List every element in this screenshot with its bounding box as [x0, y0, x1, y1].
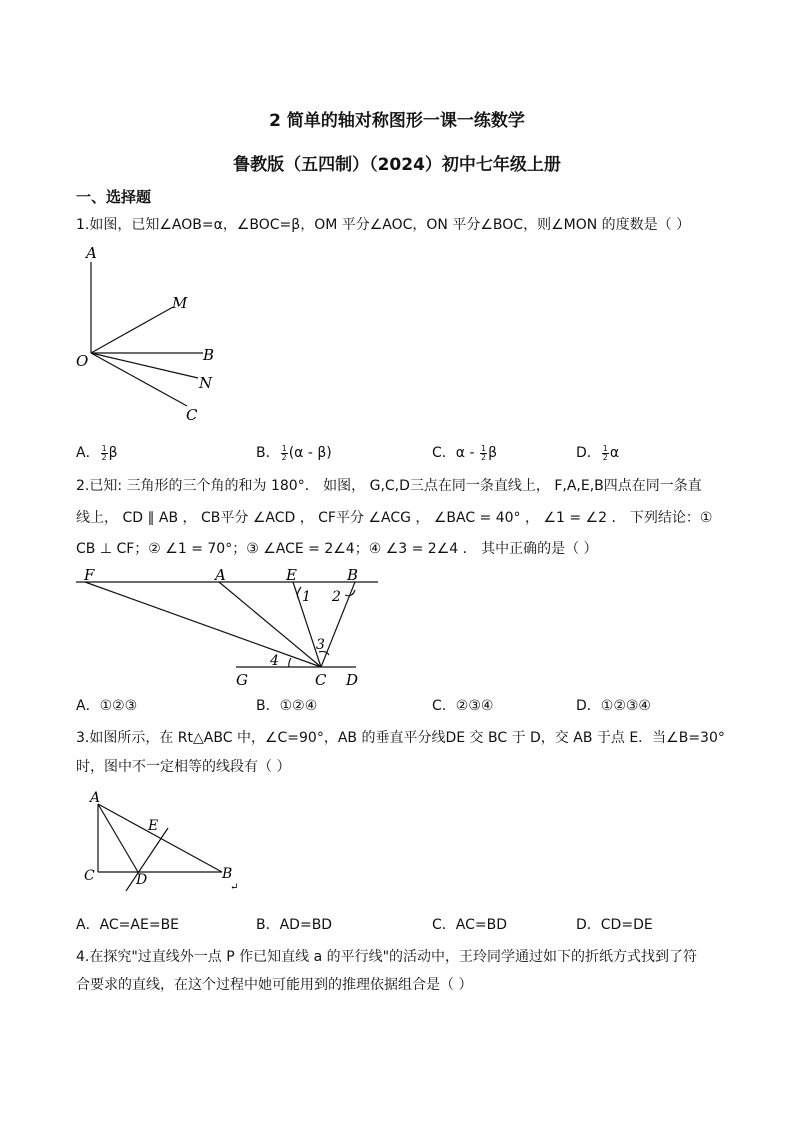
segment-ab — [98, 804, 222, 872]
label-g: G — [236, 671, 248, 689]
q3-option-b: B．AD=BD — [256, 917, 333, 933]
question-4-line-1: 4.在探究"过直线外一点 P 作已知直线 a 的平行线"的活动中，王玲同学通过如下的折纸方式找到了符 — [76, 949, 698, 965]
angle-4-arc — [289, 658, 291, 667]
ray-on — [91, 353, 198, 378]
paragraph-mark: ↵ — [230, 882, 239, 893]
label-angle-2: 2 — [332, 589, 341, 605]
section-heading: 一、选择题 — [76, 188, 152, 206]
q1-option-b: B． $\frac{1}{2}$ (α - β) — [256, 443, 332, 462]
question-2-line-3: CB ⊥ CF；② ∠1 = 70°；③ ∠ACE = 2∠4；④ ∠3 = 2∠4 ． 其中正确的是（ ） — [76, 541, 598, 557]
label-e: E — [148, 818, 159, 834]
segment-fc — [85, 582, 321, 667]
q1-option-d: D． $\frac{1}{2}$ α — [576, 443, 620, 462]
label-d: D — [346, 671, 359, 689]
label-a: A — [215, 566, 226, 584]
question-2-line-2: 线上， CD ∥ AB ， CB平分 ∠ACD ， CF平分 ∠ACG ， ∠BAC = 40° ， ∠1 = ∠2 ． 下列结论：① — [76, 510, 713, 526]
label-n: N — [199, 374, 213, 392]
question-4-line-2: 合要求的直线，在这个过程中她可能用到的推理依据组合是（ ） — [76, 977, 473, 993]
label-b: B — [222, 866, 233, 882]
question-2-figure — [70, 560, 390, 692]
segment-ad — [98, 804, 138, 872]
question-3-line-2: 时，图中不一定相等的线段有（ ） — [76, 759, 291, 775]
label-angle-4: 4 — [270, 653, 279, 669]
q1-option-c: C．α - $\frac{1}{2}$ β — [432, 443, 497, 462]
document-subtitle: 鲁教版（五四制）（2024）初中七年级上册 — [233, 155, 561, 175]
label-b: B — [347, 566, 359, 584]
label-a: A — [86, 244, 97, 262]
question-2-line-1: 2.已知: 三角形的三个角的和为 180°． 如图， G,C,D三点在同一条直线上， F,A,E,B四点在同一条直 — [76, 478, 702, 494]
label-c: C — [84, 868, 95, 884]
question-3-line-1: 3.如图所示，在 Rt△ABC 中，∠C=90°，AB 的垂直平分线DE 交 BC 于 D，交 AB 于点 E．当∠B=30° — [76, 730, 725, 746]
label-angle-1: 1 — [302, 589, 311, 605]
ray-om — [91, 307, 173, 353]
label-e: E — [286, 566, 297, 584]
angle-1-arc — [297, 587, 301, 598]
label-a: A — [90, 790, 101, 806]
label-m: M — [172, 294, 188, 312]
label-b: B — [203, 346, 215, 364]
q3-option-d: D．CD=DE — [576, 917, 653, 933]
label-angle-3: 3 — [316, 637, 325, 653]
q2-option-d: D．①②③④ — [576, 698, 651, 714]
label-o: O — [76, 352, 89, 370]
q2-option-c: C．②③④ — [432, 698, 494, 714]
ray-oc — [91, 353, 187, 406]
label-c: C — [315, 671, 327, 689]
label-d: D — [136, 872, 148, 888]
q2-option-b: B．①②④ — [256, 698, 318, 714]
q3-option-a: A．AC=AE=BE — [76, 917, 180, 933]
label-f: F — [84, 566, 95, 584]
question-1-figure — [70, 240, 240, 430]
question-3-figure — [78, 788, 248, 898]
document-title: 2 简单的轴对称图形一课一练数学 — [269, 111, 525, 131]
label-c: C — [186, 406, 198, 424]
q1-option-a: A． $\frac{1}{2}$ β — [76, 443, 118, 462]
question-1-stem: 1.如图，已知∠AOB=α，∠BOC=β，OM 平分∠AOC，ON 平分∠BOC，则∠MON 的度数是（ ） — [76, 217, 691, 233]
q3-option-c: C．AC=BD — [432, 917, 508, 933]
q2-option-a: A．①②③ — [76, 698, 138, 714]
